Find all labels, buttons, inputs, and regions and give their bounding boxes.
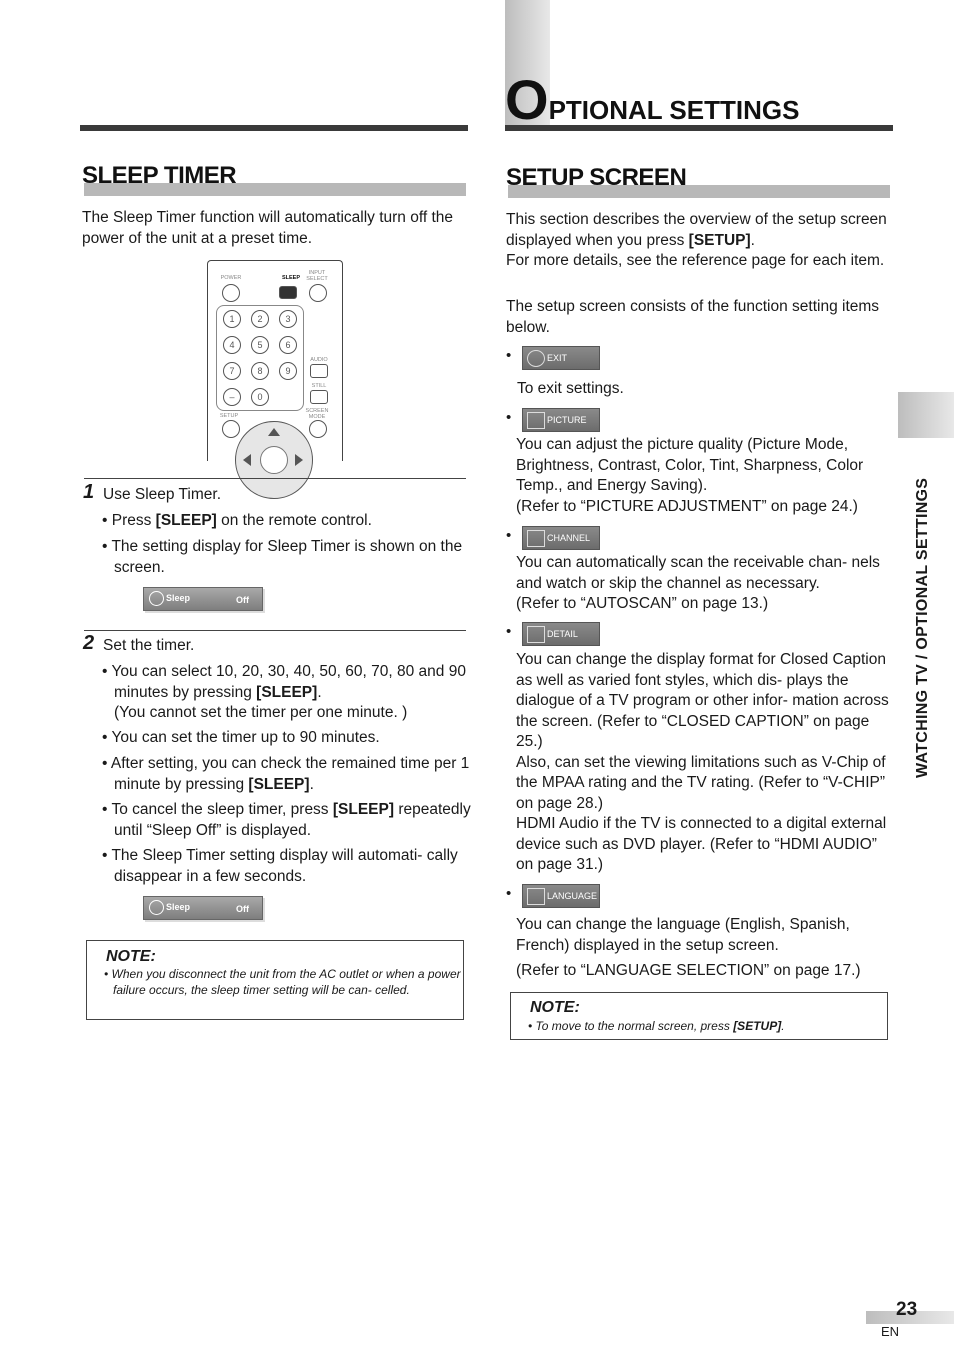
remote-digit-key: 7	[223, 362, 241, 380]
step2-bullet-3: • After setting, you can check the remained time per 1 minute by pressing [SLEEP].	[102, 754, 478, 795]
step1-rule	[84, 478, 466, 479]
side-tab-label: WATCHING TV / OPTIONAL SETTINGS	[914, 477, 931, 778]
step2-number: 2	[83, 632, 95, 654]
setup-intro-1: This section describes the overview of the setup screen displayed when you press [SETUP]. For more details, see the reference page for each item.	[506, 211, 887, 269]
step2-rule	[84, 630, 466, 631]
triangle-up-icon	[268, 428, 280, 436]
remote-setup-label: SETUP	[219, 413, 239, 419]
remote-still-label: STILL	[311, 383, 327, 389]
clock-icon	[149, 591, 164, 606]
remote-digit-key: 3	[279, 310, 297, 328]
sleep-timer-intro: The Sleep Timer function will automatically turn off the power of the unit at a preset time.	[82, 209, 454, 247]
menu-channel	[522, 526, 600, 550]
title-big-letter: O	[505, 68, 549, 131]
remote-input-select-label: INPUT SELECT	[306, 270, 328, 282]
menu-channel-label: CHANNEL	[547, 533, 591, 543]
remote-digit-key: –	[223, 388, 241, 406]
remote-sleep-label: SLEEP	[281, 275, 301, 281]
title-rest: PTIONAL SETTINGS	[548, 95, 800, 125]
sleep-timer-heading: SLEEP TIMER	[82, 162, 237, 189]
bullet: •	[506, 527, 512, 544]
exit-icon	[527, 350, 545, 367]
bullet: •	[506, 885, 512, 902]
step1-bullet-1: • Press [SLEEP] on the remote control.	[102, 511, 478, 532]
note-title: NOTE:	[530, 999, 580, 1016]
language-code: EN	[881, 1324, 900, 1339]
remote-control-illustration	[207, 260, 343, 461]
channel-desc: You can automatically scan the receivable chan- nels and watch or skip the channel as necessary. (Refer to “AUTOSCAN” on page 13.)	[516, 554, 880, 612]
remote-digit-key: 0	[251, 388, 269, 406]
note-title: NOTE:	[106, 948, 156, 965]
note-body: • To move to the normal screen, press [SETUP].	[528, 1019, 785, 1033]
note-body: • When you disconnect the unit from the AC outlet or when a power failure occurs, the sleep timer setting will be can- celled.	[104, 967, 461, 997]
remote-audio-label: AUDIO	[310, 357, 328, 363]
remote-screen-mode-key	[309, 420, 327, 438]
remote-input-key	[309, 284, 327, 302]
detail-icon	[527, 626, 545, 643]
remote-digit-key: 8	[251, 362, 269, 380]
menu-exit-label: EXIT	[547, 353, 568, 363]
exit-desc: To exit settings.	[517, 380, 624, 397]
step2-bullet-5: • The Sleep Timer setting display will automati- cally disappear in a few seconds.	[102, 846, 478, 887]
sleep-osd-display	[143, 896, 263, 920]
remote-audio-key	[310, 364, 328, 378]
page-title	[505, 70, 799, 130]
setup-screen-note	[510, 992, 888, 1040]
remote-setup-key	[222, 420, 240, 438]
page-number: 23	[896, 1299, 918, 1320]
remote-digit-key: 9	[279, 362, 297, 380]
left-header-rule	[80, 125, 468, 131]
setup-screen-heading: SETUP SCREEN	[506, 164, 687, 191]
remote-digit-key: 2	[251, 310, 269, 328]
picture-icon	[527, 412, 545, 429]
remote-sleep-key	[279, 286, 297, 299]
detail-desc: You can change the display format for Closed Caption as well as varied font styles, which dis- plays the dialogue of a TV program or other infor- mation across the screen. (Refer to “CLOSED CAPTION” on page 25.) Also, can set the viewing limitations such as V-Chip of the MPAA rating and the TV rating. (Refer to “V-CHIP” on page 28.) HDMI Audio if the TV is connected to a digital external device such as DVD player. (Refer to “HDMI AUDIO” on page 31.)	[516, 651, 889, 873]
sleep-timer-note	[86, 940, 464, 1020]
step2-text: Set the timer.	[103, 637, 195, 654]
remote-power-label: POWER	[220, 275, 242, 281]
remote-dpad	[235, 421, 313, 499]
remote-still-key	[310, 390, 328, 404]
triangle-right-icon	[295, 454, 303, 466]
step2-bullet-1: • You can select 10, 20, 30, 40, 50, 60, 70, 80 and 90 minutes by pressing [SLEEP]. (You cannot set the timer per one minute. )	[102, 662, 478, 724]
sleep-osd-display	[143, 587, 263, 611]
remote-digit-key: 5	[251, 336, 269, 354]
step1-text: Use Sleep Timer.	[103, 486, 222, 503]
bullet: •	[506, 347, 512, 364]
menu-detail-label: DETAIL	[547, 629, 578, 639]
triangle-left-icon	[243, 454, 251, 466]
sleep-osd-label: Sleep	[166, 593, 191, 603]
remote-screen-mode-label: SCREEN MODE	[305, 408, 329, 420]
language-ref: (Refer to “LANGUAGE SELECTION” on page 17.)	[516, 962, 861, 979]
bullet: •	[506, 623, 512, 640]
step2-bullet-2: • You can set the timer up to 90 minutes.	[102, 728, 478, 749]
remote-enter-key	[260, 446, 288, 474]
sleep-osd-label: Sleep	[166, 902, 191, 912]
sleep-osd-value: Off	[236, 904, 249, 914]
menu-exit	[522, 346, 600, 370]
step1-bullet-2: • The setting display for Sleep Timer is shown on the screen.	[102, 537, 478, 578]
remote-digit-key: 4	[223, 336, 241, 354]
language-desc: You can change the language (English, Spanish, French) displayed in the setup screen.	[516, 916, 850, 954]
menu-picture-label: PICTURE	[547, 415, 587, 425]
step1-number: 1	[83, 481, 95, 503]
menu-picture	[522, 408, 600, 432]
setup-intro-2: The setup screen consists of the function setting items below.	[506, 298, 880, 336]
side-tab-band	[898, 392, 954, 438]
remote-digit-key: 6	[279, 336, 297, 354]
clock-icon	[149, 900, 164, 915]
sleep-osd-value: Off	[236, 595, 249, 605]
picture-desc: You can adjust the picture quality (Picture Mode, Brightness, Contrast, Color, Tint, Sharpness, Color Temp., and Energy Saving). (Refer to “PICTURE ADJUSTMENT” on page 24.)	[516, 436, 864, 515]
bullet: •	[506, 409, 512, 426]
menu-language-label: LANGUAGE	[547, 891, 598, 901]
menu-detail	[522, 622, 600, 646]
remote-power-key	[222, 284, 240, 302]
channel-icon	[527, 530, 545, 547]
step2-bullet-4: • To cancel the sleep timer, press [SLEEP] repeatedly until “Sleep Off” is displayed.	[102, 800, 478, 841]
language-icon	[527, 888, 545, 905]
menu-language	[522, 884, 600, 908]
remote-digit-key: 1	[223, 310, 241, 328]
